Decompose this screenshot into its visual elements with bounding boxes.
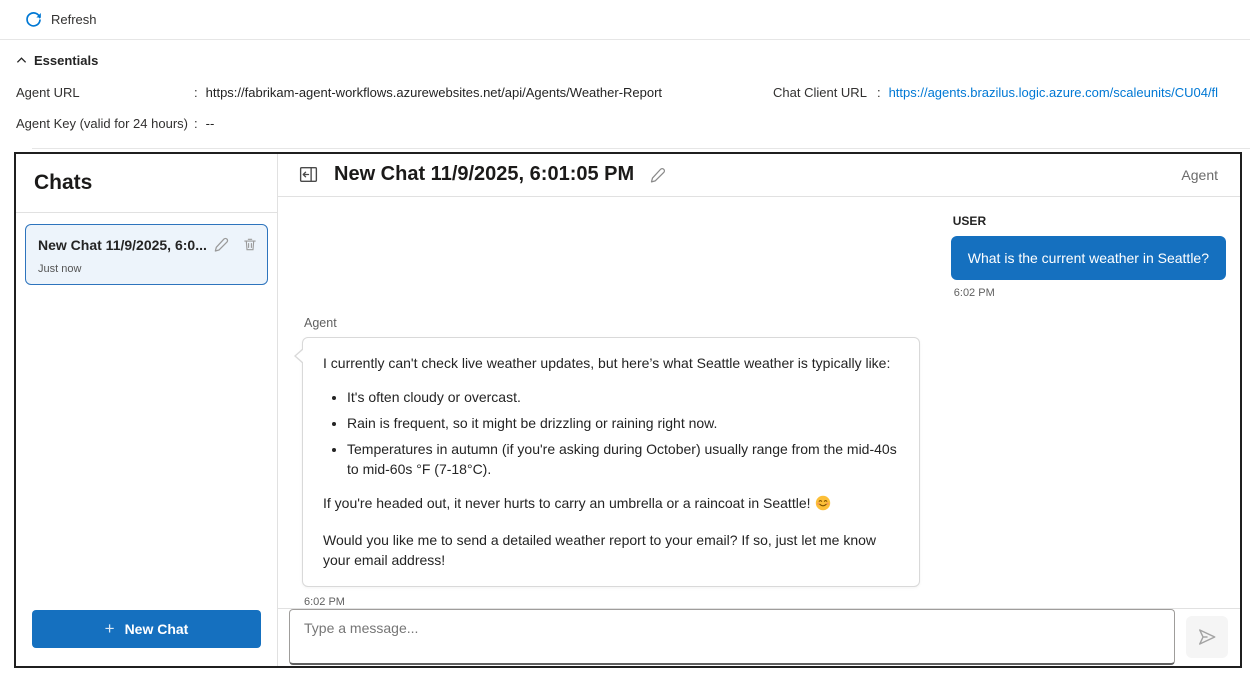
chats-sidebar-header bbox=[16, 154, 277, 213]
agent-sender-label: Agent bbox=[304, 315, 337, 330]
chat-client-url-row bbox=[773, 85, 1250, 100]
smiling-face-emoji bbox=[815, 495, 831, 516]
user-message-time: 6:02 PM bbox=[953, 286, 995, 299]
agent-url-separator: : bbox=[194, 85, 198, 100]
message-input-row bbox=[278, 608, 1240, 666]
agent-message-para3: Would you like me to send a detailed weather report to your email? If so, just let me know your email address! bbox=[323, 531, 877, 568]
chat-item-timestamp: Just now bbox=[38, 263, 82, 275]
chat-item-title: New Chat 11/9/2025, 6:0... bbox=[38, 236, 207, 253]
message-input[interactable] bbox=[289, 609, 1175, 665]
chevron-up-icon bbox=[16, 55, 27, 66]
agent-key-value: -- bbox=[205, 116, 215, 131]
user-sender-label: USER bbox=[952, 213, 987, 228]
agent-url-row bbox=[16, 85, 1250, 101]
chats-title: Chats bbox=[34, 171, 93, 194]
chat-list bbox=[16, 213, 277, 598]
agent-key-row bbox=[16, 116, 1250, 132]
delete-chat-icon[interactable] bbox=[242, 236, 258, 253]
essentials-divider bbox=[32, 148, 1250, 149]
agent-message-time: 6:02 PM bbox=[304, 595, 345, 608]
agent-message-para2: If you're headed out, it never hurts to carry an umbrella or a raincoat in Seattle! bbox=[323, 493, 901, 516]
messages-area bbox=[278, 197, 1240, 608]
user-message-group bbox=[951, 211, 1226, 299]
essentials-title: Essentials bbox=[34, 52, 99, 68]
refresh-icon bbox=[25, 11, 42, 28]
essentials-toggle[interactable] bbox=[16, 50, 1250, 70]
new-chat-button[interactable] bbox=[32, 610, 261, 648]
toolbar bbox=[0, 0, 1250, 40]
chat-panel bbox=[14, 152, 1242, 668]
chats-sidebar bbox=[16, 154, 278, 666]
refresh-button[interactable] bbox=[25, 11, 97, 28]
agent-message-bullets bbox=[347, 387, 901, 479]
chat-title: New Chat 11/9/2025, 6:01:05 PM bbox=[334, 163, 635, 186]
plus-icon: + bbox=[104, 619, 115, 638]
chat-client-url-link[interactable]: https://agents.brazilus.logic.azure.com/scaleunits/CU04/fl bbox=[888, 85, 1219, 100]
send-icon bbox=[1196, 626, 1218, 648]
agent-message-bubble bbox=[302, 337, 920, 587]
user-message-bubble: What is the current weather in Seattle? bbox=[951, 236, 1226, 280]
agent-bullet-item: • Temperatures in autumn (if you're asking during October) usually range from the mid-40s to mid-60s °F (7-18°C). bbox=[347, 439, 901, 479]
agent-key-separator: : bbox=[194, 116, 198, 131]
edit-chat-icon[interactable] bbox=[213, 236, 230, 253]
agent-mode-label: Agent bbox=[1181, 166, 1218, 183]
agent-key-label: Agent Key (valid for 24 hours) bbox=[16, 116, 188, 131]
agent-message-group bbox=[294, 316, 1226, 608]
chat-main bbox=[278, 154, 1240, 666]
agent-url-value: https://fabrikam-agent-workflows.azurewebsites.net/api/Agents/Weather-Report bbox=[205, 85, 663, 100]
agent-url-label: Agent URL bbox=[16, 85, 80, 100]
refresh-label: Refresh bbox=[51, 12, 97, 27]
sidebar-footer bbox=[16, 598, 277, 666]
essentials-section bbox=[0, 40, 1250, 149]
new-chat-label: New Chat bbox=[124, 621, 189, 637]
chat-client-url-separator: : bbox=[876, 85, 881, 100]
edit-title-icon[interactable] bbox=[649, 166, 667, 184]
agent-bullet-item: • Rain is frequent, so it might be drizzling or raining right now. bbox=[347, 413, 901, 433]
send-button[interactable] bbox=[1186, 616, 1228, 658]
chat-client-url-label: Chat Client URL bbox=[773, 85, 867, 100]
chat-list-item[interactable] bbox=[25, 224, 268, 285]
agent-message-intro: I currently can't check live weather updates, but here’s what Seattle weather is typically like: bbox=[323, 354, 891, 371]
collapse-panel-icon[interactable] bbox=[298, 164, 319, 185]
agent-bullet-item: • It's often cloudy or overcast. bbox=[347, 387, 901, 407]
chat-header bbox=[278, 154, 1240, 197]
